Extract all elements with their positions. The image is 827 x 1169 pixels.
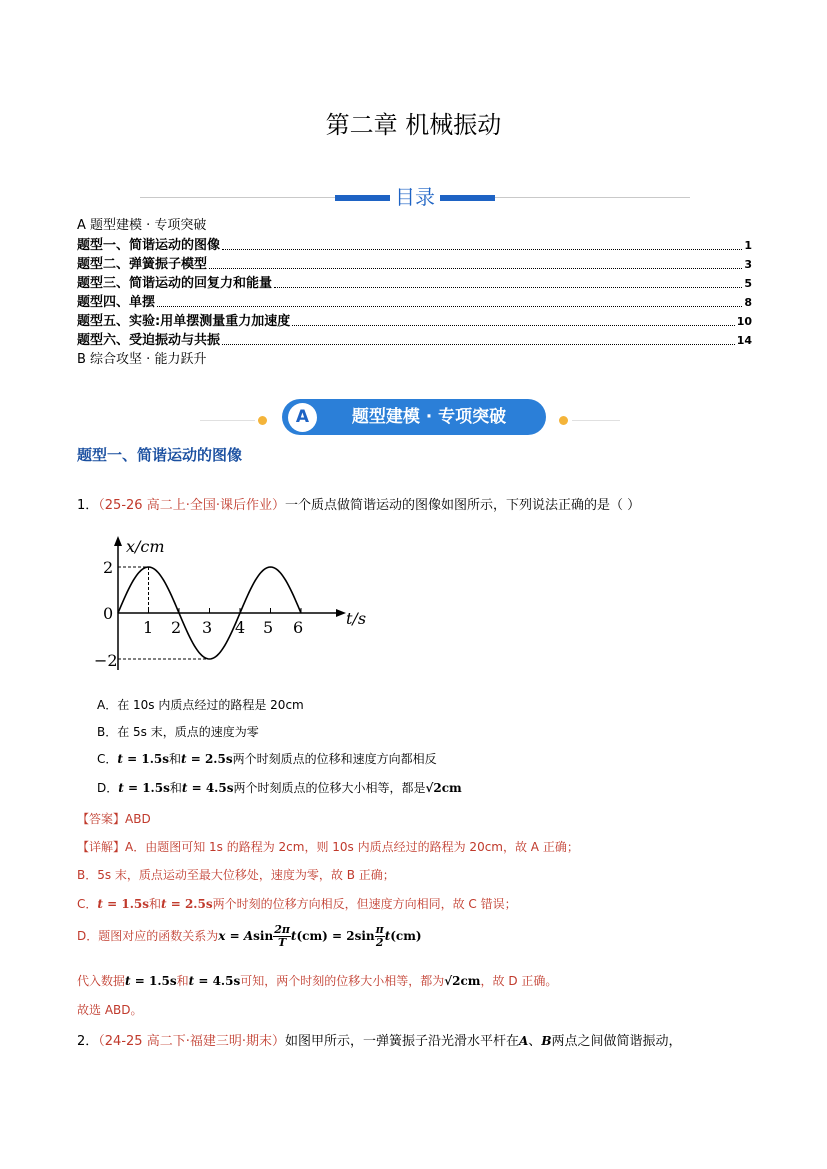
y-axis-arrow (114, 536, 122, 546)
option-b[interactable]: B．在 5s 末，质点的速度为零 (97, 725, 259, 739)
math-value: = 1.5s (122, 752, 169, 766)
banner-dot-right (559, 416, 568, 425)
option-c-prefix: C． (97, 752, 118, 766)
separator: 、 (528, 1034, 542, 1049)
toc-leader (222, 344, 735, 345)
math-eq: = 2sin (327, 929, 375, 943)
toc-divider-left (140, 197, 335, 198)
toc-part-b[interactable]: B 综合攻坚 · 能力跃升 (77, 352, 207, 367)
graph-ytick: 2 (103, 558, 114, 577)
detail-line-4 (77, 924, 422, 949)
banner-line-right (572, 420, 620, 421)
math-root: √2 (425, 781, 442, 795)
math-value: = 1.5s (123, 781, 170, 795)
math-unit: cm (460, 974, 481, 988)
toc-item-label: 题型一、简谐运动的图像 (77, 238, 221, 253)
option-d[interactable] (97, 779, 462, 796)
graph-ytick: 0 (103, 604, 114, 623)
math-t: t (290, 929, 297, 943)
math-t: t (181, 781, 188, 795)
toc-leader (292, 325, 734, 326)
question-1-stem (77, 494, 640, 513)
toc-heading: 目录 (395, 185, 435, 209)
detail-line-3 (77, 895, 517, 912)
math-value: = 1.5s (130, 974, 177, 988)
graph-ylabel: x/cm (126, 537, 165, 556)
math-root: √2 (444, 974, 461, 988)
toc-item-page: 10 (736, 315, 752, 328)
graph-xtick: 5 (263, 618, 274, 637)
detail-text: ，故 D 正确。 (480, 974, 558, 988)
toc-item[interactable] (77, 331, 752, 350)
answer-line: 【答案】ABD (77, 812, 151, 826)
math-value: = 4.5s (194, 974, 241, 988)
detail-line-2: B．5s 末，质点运动至最大位移处，速度为零，故 B 正确； (77, 868, 395, 882)
graph-xtick: 2 (171, 618, 182, 637)
toc-item-label: 题型五、实验:用单摆测量重力加速度 (77, 314, 291, 329)
conj-text: 和 (168, 752, 181, 766)
toc-leader (274, 287, 742, 288)
question-text: 两点之间做简谐振动， (551, 1034, 682, 1049)
graph-ytick: −2 (94, 651, 118, 670)
toc-item-page: 8 (744, 296, 752, 309)
conj-text: 和 (148, 897, 161, 911)
section-a-banner (200, 397, 620, 437)
question-source: （24-25 高二下·福建三明·期末） (98, 1034, 285, 1049)
math-A: A (243, 929, 254, 943)
math-sin: sin (253, 929, 274, 943)
math-value: = 1.5s (102, 897, 149, 911)
toc-item-page: 14 (736, 334, 752, 347)
toc-banner (140, 180, 690, 210)
fraction-denominator: 2 (375, 936, 384, 949)
toc-item-page: 1 (744, 239, 752, 252)
option-d-prefix: D． (97, 781, 119, 795)
math-point-a: A (518, 1034, 529, 1048)
detail-line-6: 故选 ABD。 (77, 1003, 143, 1017)
toc-item-label: 题型六、受迫振动与共振 (77, 333, 221, 348)
option-c[interactable] (97, 750, 437, 767)
math-point-b: B (541, 1034, 552, 1048)
toc-item-label: 题型三、简谐运动的回复力和能量 (77, 276, 273, 291)
math-t: t (125, 974, 131, 988)
math-t: t (118, 781, 124, 795)
question-number: 2． (77, 1034, 99, 1049)
detail-text: 代入数据 (77, 974, 126, 988)
math-t: t (161, 897, 167, 911)
graph-xtick: 1 (143, 618, 154, 637)
graph-xtick: 6 (293, 618, 304, 637)
detail-text: 两个时刻的位移方向相反，但速度方向相同，故 C 错误； (212, 897, 517, 911)
math-value: = 4.5s (187, 781, 234, 795)
table-of-contents (77, 216, 752, 370)
page-title: 第二章 机械振动 (325, 111, 502, 139)
graph-xlabel: t/s (346, 609, 367, 628)
detail-text: 可知，两个时刻的位移大小相等，都为 (240, 974, 445, 988)
question-source: （25-26 高二上·全国·课后作业） (98, 498, 285, 513)
graph-xtick: 3 (202, 618, 213, 637)
toc-item[interactable] (77, 236, 752, 255)
fraction-denominator: T (277, 936, 287, 949)
fraction-numerator: 2π (274, 923, 290, 936)
toc-leader (157, 306, 742, 307)
detail-text: D．题图对应的函数关系为 (77, 929, 219, 943)
fraction-numerator: π (375, 923, 384, 936)
math-value: = 2.5s (166, 897, 213, 911)
math-t: t (117, 752, 123, 766)
math-fraction (375, 924, 385, 949)
banner-line-left (200, 420, 255, 421)
toc-item[interactable] (77, 274, 752, 293)
question-number: 1． (77, 498, 99, 513)
conj-text: 和 (169, 781, 182, 795)
question-text: 一个质点做简谐运动的图像如图所示，下列说法正确的是（ ） (284, 498, 641, 513)
option-d-text: 两个时刻质点的位移大小相等，都是 (233, 781, 426, 795)
question-2-stem (77, 1030, 681, 1049)
toc-item[interactable] (77, 293, 752, 312)
math-fraction (273, 924, 291, 949)
math-t: t (384, 929, 391, 943)
toc-part-a[interactable]: A 题型建模 · 专项突破 (77, 218, 207, 233)
graph-xtick: 4 (235, 618, 246, 637)
math-value: = 2.5s (186, 752, 233, 766)
displacement-time-graph (94, 530, 380, 680)
toc-item[interactable] (77, 255, 752, 274)
toc-bar-right (440, 195, 495, 201)
math-unit: (cm) (296, 929, 328, 943)
detail-prefix: C． (77, 897, 98, 911)
toc-divider-right (495, 197, 690, 198)
section-a-label: 题型建模 · 专项突破 (351, 407, 507, 427)
question-text: 如图甲所示，一弹簧振子沿光滑水平杆在 (284, 1034, 519, 1049)
toc-item-label: 题型四、单摆 (77, 295, 156, 310)
toc-item-page: 3 (744, 258, 752, 271)
math-t: t (97, 897, 103, 911)
x-axis-arrow (336, 609, 346, 617)
detail-line-5 (77, 972, 557, 989)
banner-dot-left (258, 416, 267, 425)
math-eq: = (225, 929, 244, 943)
math-t: t (181, 752, 187, 766)
option-a[interactable]: A．在 10s 内质点经过的路程是 20cm (97, 698, 304, 712)
toc-item[interactable] (77, 312, 752, 331)
option-c-text: 两个时刻质点的位移和速度方向都相反 (232, 752, 437, 766)
math-t: t (188, 974, 195, 988)
toc-leader (209, 268, 742, 269)
section-a-letter: A (288, 403, 317, 432)
detail-line-1: 【详解】A．由题图可知 1s 的路程为 2cm，则 10s 内质点经过的路程为 20cm，故 A 正确； (77, 840, 579, 854)
toc-item-page: 5 (744, 277, 752, 290)
math-x: x (218, 929, 226, 943)
toc-item-label: 题型二、弹簧振子模型 (77, 257, 208, 272)
toc-leader (222, 249, 742, 250)
conj-text: 和 (176, 974, 189, 988)
toc-bar-left (335, 195, 390, 201)
math-unit: (cm) (390, 929, 422, 943)
math-unit: cm (441, 781, 462, 795)
type1-heading: 题型一、简谐运动的图像 (77, 446, 243, 464)
